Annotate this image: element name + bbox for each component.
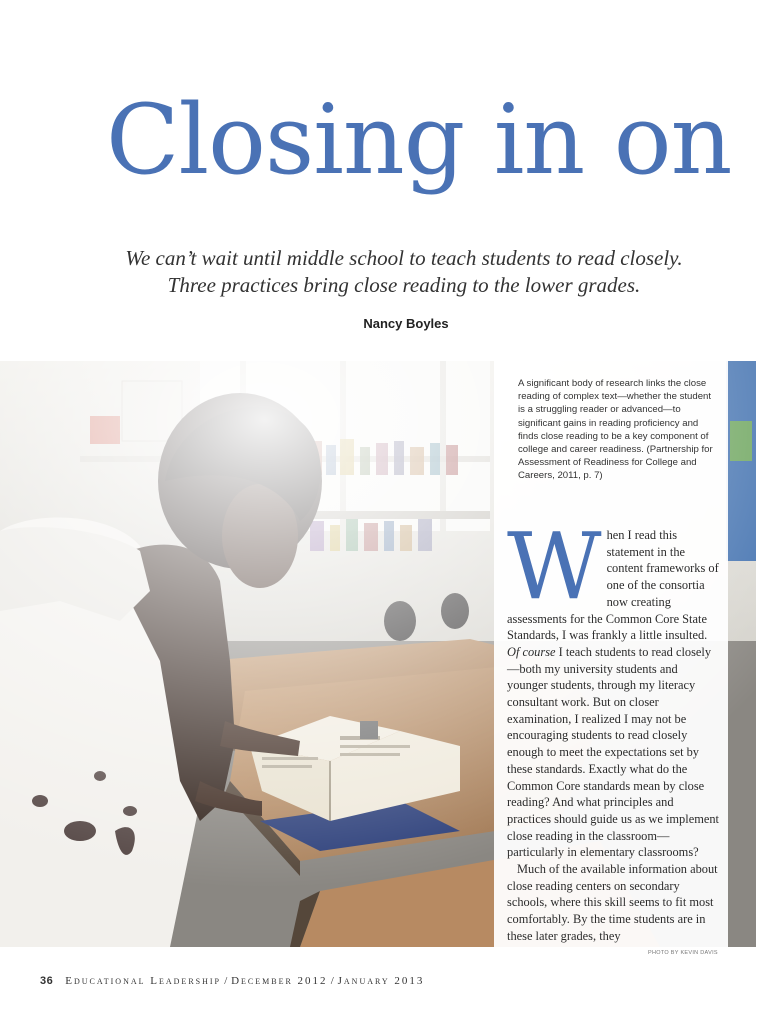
body-paragraph-2: Much of the available information about close reading centers on secondary schools, where this skill seems to fit most comfortably. By the time students are in these later grades, they (507, 862, 718, 943)
drop-cap: W (507, 513, 602, 620)
page-number: 36 (40, 975, 54, 987)
article-text-panel (494, 361, 728, 947)
issue-date-2: January 2013 (337, 975, 425, 987)
article-headline: Closing in on (106, 84, 732, 196)
page-footer (40, 975, 424, 987)
footer-separator-1: / (221, 975, 232, 987)
body-paragraph-1-text-b: I teach students to read closely—both my university students and younger students, through my literacy consultant work. But on closer examination, I realized I may not be encouraging students to read closely enough to meet the expectations set by these standards. Exactly what do the Common Core standards mean by close reading? And what principles and practices should guide us as we implement close reading in the classroom—particularly in elementary classrooms? (507, 644, 719, 860)
author-byline: Nancy Boyles (363, 316, 449, 331)
publication-name: Educational Leadership (65, 975, 221, 987)
pull-quote: A significant body of research links the close reading of complex text—whether the student is a struggling reader or advanced—to significant gains in reading proficiency and finds close reading to be a key component of college and career readiness. (Partnership for Assessment of Readiness for College and Careers, 2011, p. 7) (518, 378, 713, 482)
footer-separator-2: / (327, 975, 338, 987)
deck-line-2: Three practices bring close reading to the lower grades. (167, 273, 641, 297)
photo-credit: PHOTO BY KEVIN DAVIS (648, 950, 718, 956)
deck-line-1: We can’t wait until middle school to teach students to read closely. (125, 246, 683, 270)
article-deck (84, 245, 724, 299)
body-paragraph-1 (507, 513, 719, 861)
body-paragraph-1-text-a: hen I read this statement in the content frameworks of one of the consortia now creating assessments for the Common Core State Standards, I was frankly a little insulted. (507, 528, 719, 643)
body-paragraph-1-italic: Of course (507, 644, 556, 659)
article-body (507, 513, 719, 945)
issue-date-1: December 2012 (231, 975, 328, 987)
